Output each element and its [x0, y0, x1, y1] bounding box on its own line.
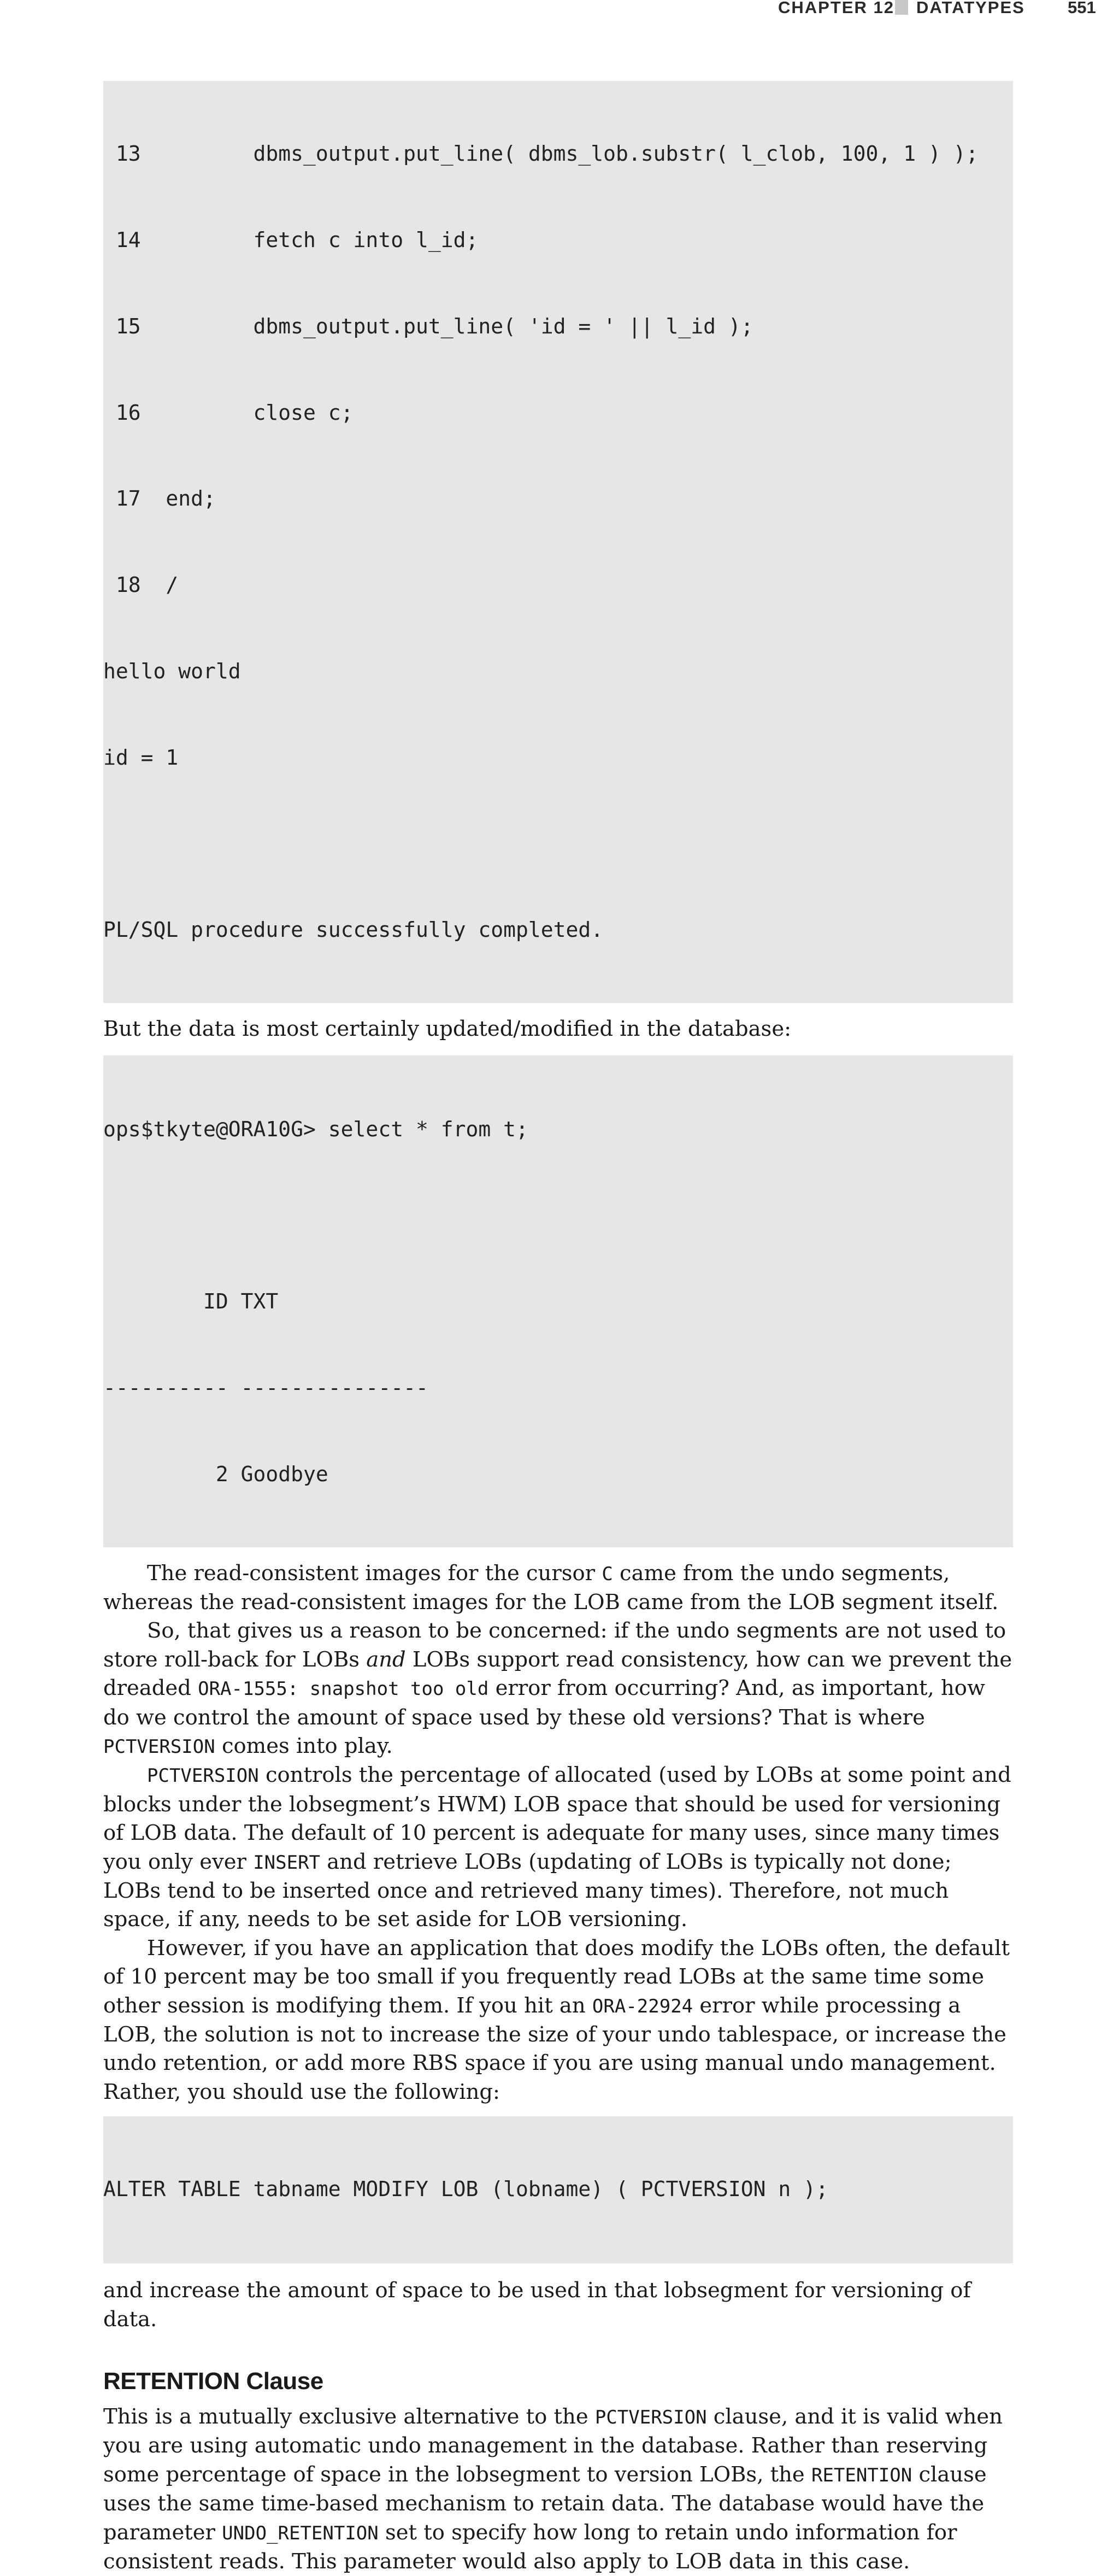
code-line: 14 fetch c into l_id; [103, 227, 479, 252]
text-run: controls the percentage of allocated (used by LOBs at some point and blocks under the lobsegment’s HWM) LOB space that should be used for versioning of LOB data. The default of 10 percent is adequate for many uses, since many times you only ever [103, 1763, 1011, 1874]
text-run: clause uses the same time-based mechanism to retain data. The database would have the parameter [103, 2462, 987, 2545]
page-content [103, 81, 1013, 2576]
text-run: LOBs support read consistency, how can we prevent the dreaded [103, 1647, 1012, 1701]
inline-code: RETENTION [811, 2464, 912, 2486]
code-line: 18 / [103, 573, 179, 597]
inline-code: PCTVERSION [594, 2407, 707, 2428]
inline-code: ORA-1555: snapshot too old [198, 1678, 489, 1700]
code-line: ops$tkyte@ORA10G> select * from t; [103, 1117, 528, 1141]
code-line: PL/SQL procedure successfully completed. [103, 918, 604, 942]
body-paragraph: and increase the amount of space to be used in that lobsegment for versioning of data. [103, 2278, 971, 2332]
code-listing-alter-table [103, 2116, 1013, 2263]
code-line [103, 829, 1013, 858]
code-line: ID TXT [103, 1289, 279, 1314]
text-run: and retrieve LOBs (updating of LOBs is typically not done; LOBs tend to be inserted once and retrieved many times). Therefore, not much space, if any, needs to be set aside for LOB versioning. [103, 1849, 952, 1932]
inline-code: C [602, 1563, 613, 1585]
code-line: 2 Goodbye [103, 1462, 328, 1486]
code-line: 15 dbms_output.put_line( 'id = ' || l_id ); [103, 314, 753, 338]
code-line: id = 1 [103, 745, 179, 770]
body-paragraph [103, 1617, 1013, 1761]
text-run: came from the undo segments, whereas the read-consistent images for the LOB came from the LOB segment itself. [103, 1560, 999, 1615]
code-line: 16 close c; [103, 400, 354, 425]
code-line: 13 dbms_output.put_line( dbms_lob.substr( l_clob, 100, 1 ) ); [103, 142, 979, 166]
text-run: This is a mutually exclusive alternative to the [103, 2404, 595, 2429]
text-run: set to specify how long to retain undo information for consistent reads. This parameter would also apply to LOB data in this case. [103, 2520, 957, 2574]
body-paragraph [103, 1559, 1013, 1617]
code-line: hello world [103, 659, 241, 683]
text-run: comes into play. [215, 1733, 393, 1758]
body-paragraph [103, 1761, 1013, 1934]
header-separator-block [895, 0, 908, 15]
code-line: ALTER TABLE tabname MODIFY LOB (lobname) ( PCTVERSION n ); [103, 2177, 828, 2202]
inline-code: PCTVERSION [147, 1765, 259, 1787]
code-line: 17 end; [103, 486, 216, 511]
text-run: The read-consistent images for the cursor [147, 1560, 602, 1586]
text-run: error from occurring? And, as important, how do we control the amount of space used by these old versions? That is where [103, 1676, 985, 1730]
code-line: ---------- --------------- [103, 1375, 428, 1400]
body-paragraph [103, 1934, 1013, 2106]
text-run: clause, and it is valid when you are using automatic undo management in the database. Rather than reserving some percentage of space in the lobsegment to version LOBs, the [103, 2404, 1003, 2487]
code-line [103, 1201, 1013, 1230]
body-paragraphs [103, 1559, 1013, 2107]
inline-code: UNDO_RETENTION [222, 2522, 379, 2544]
running-head [0, 0, 1119, 19]
text-run: So, that gives us a reason to be concerned: if the undo segments are not used to store roll-back for LOBs [103, 1618, 1006, 1672]
inline-code: ORA-22924 [592, 1995, 693, 2017]
emphasis: and [366, 1647, 406, 1672]
section-heading: RETENTION Clause [103, 2368, 323, 2395]
page-number: 551 [1068, 0, 1096, 17]
lead-paragraph: But the data is most certainly updated/modified in the database: [103, 1017, 792, 1041]
chapter-title: DATATYPES [916, 0, 1025, 17]
inline-code: PCTVERSION [103, 1735, 215, 1758]
code-listing-plsql-output [103, 81, 1013, 1003]
inline-code: INSERT [253, 1851, 321, 1874]
body-paragraph [103, 2403, 1013, 2576]
text-run: However, if you have an application that does modify the LOBs often, the default of 10 percent may be too small if you frequently read LOBs at the same time some other session is modifying them. If you hit an [103, 1935, 1010, 2018]
chapter-label: CHAPTER 12 [778, 0, 894, 17]
text-run: error while processing a LOB, the solution is not to increase the size of your undo tablespace, or increase the undo retention, or add more RBS space if you are using manual undo management. Rather, you should use the following: [103, 1993, 1006, 2104]
code-listing-select-query [103, 1055, 1013, 1547]
